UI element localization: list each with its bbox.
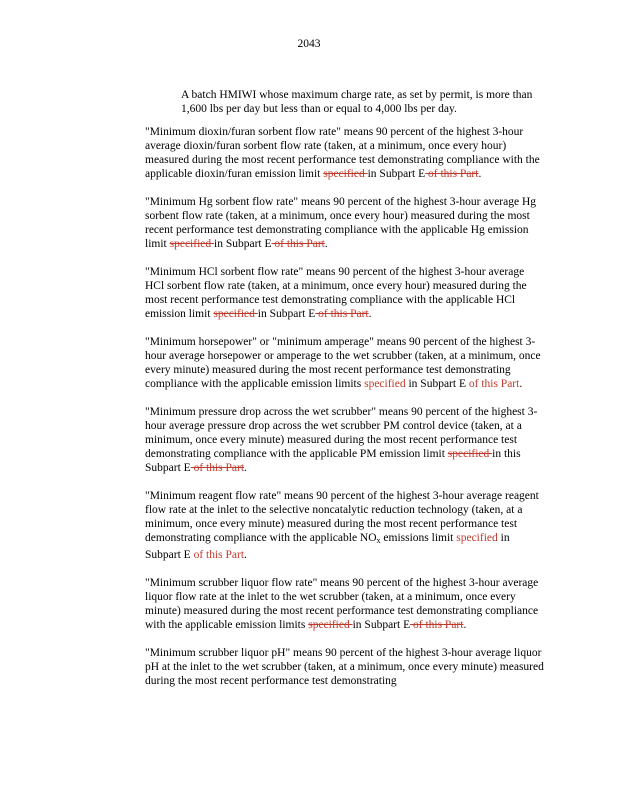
deleted-text: of this Part — [315, 308, 369, 320]
paragraph-text: "Minimum reagent flow rate" means 90 percent of the highest 3-hour average reagent flow rate at the inlet to the selective noncatalytic reduction technology (taken, at a minimum, once every minute) measured during the most recent performance test demonstrating compliance with the applicable NO — [145, 490, 539, 544]
definition-paragraph — [145, 335, 545, 391]
paragraph-text: in Subpart E — [145, 532, 510, 561]
deleted-text: specified — [447, 448, 493, 460]
deleted-text: of this Part — [271, 238, 325, 250]
deleted-text: of this Part — [425, 168, 479, 180]
paragraph-text: in Subpart E — [405, 378, 469, 390]
definition-paragraph — [145, 576, 545, 632]
paragraph-text: "Minimum Hg sorbent flow rate" means 90 percent of the highest 3-hour average Hg sorbent flow rate (taken, at a minimum, once every hour) measured during the most recent performance test demonstrating compliance with the applicable Hg emission limit — [145, 196, 537, 250]
deleted-text: of this Part — [410, 619, 464, 631]
paragraph-text: . — [244, 549, 247, 561]
paragraph-text: in Subpart E — [367, 168, 426, 180]
paragraph-text: . — [463, 619, 467, 631]
paragraph-text: "Minimum scrubber liquor flow rate" means 90 percent of the highest 3-hour average liquor flow rate at the inlet to the wet scrubber (taken, at a minimum, once every minute) measured during the most recent performance test demonstrating compliance with the applicable emission limits — [145, 577, 539, 631]
paragraph-text: . — [244, 462, 247, 474]
page-number: 2043 — [297, 38, 321, 50]
document-body — [145, 125, 545, 702]
paragraph-text: emissions limit — [380, 532, 457, 544]
inserted-text: specified — [364, 378, 406, 390]
deleted-text: specified — [169, 238, 214, 250]
paragraph-text: "Minimum HCl sorbent flow rate" means 90 percent of the highest 3-hour average HCl sorbent flow rate (taken, at a minimum, once every hour) measured during the most recent performance test demonstrating compliance with the applicable HCl emission limit — [145, 266, 527, 320]
definition-paragraph — [145, 195, 545, 251]
definition-paragraph — [145, 125, 545, 181]
definition-paragraph — [145, 489, 545, 562]
paragraph-text: "Minimum dioxin/furan sorbent flow rate" means 90 percent of the highest 3-hour average dioxin/furan sorbent flow rate (taken, at a minimum, once every hour) measured during the most recent performance test demonstrating compliance with the applicable dioxin/furan emission limit — [145, 126, 540, 180]
paragraph-text: in Subpart E — [214, 238, 272, 250]
definition-paragraph — [145, 646, 545, 688]
deleted-text: specified — [213, 308, 258, 320]
paragraph-text: . — [368, 308, 372, 320]
inserted-text: of this Part — [468, 378, 520, 390]
deleted-text: specified — [323, 168, 368, 180]
paragraph-text: in this Subpart E — [145, 448, 521, 474]
paragraph-text: . — [478, 168, 482, 180]
deleted-text: specified — [308, 619, 353, 631]
subscript-text: x — [376, 536, 381, 545]
inserted-text: specified — [456, 532, 498, 544]
paragraph-text: in Subpart E — [352, 619, 411, 631]
deleted-text: of this Part — [190, 462, 245, 474]
indented-paragraph: A batch HMIWI whose maximum charge rate, as set by permit, is more than 1,600 lbs per day but less than or equal to 4,000 lbs per day. — [181, 89, 533, 115]
paragraph-text: "Minimum horsepower" or "minimum amperage" means 90 percent of the highest 3-hour average horsepower or amperage to the wet scrubber (taken, at a minimum, once every minute) measured during the most recent performance test demonstrating compliance with the applicable emission limits — [145, 336, 541, 390]
definition-paragraph — [145, 405, 545, 475]
paragraph-text: "Minimum scrubber liquor pH" means 90 percent of the highest 3-hour average liquor pH at the inlet to the wet scrubber (taken, at a minimum, once every minute) measured during the most recent performance test demonstrating — [145, 647, 544, 687]
definition-paragraph — [145, 265, 545, 321]
paragraph-text: . — [324, 238, 328, 250]
paragraph-text: . — [519, 378, 523, 390]
paragraph-text: "Minimum pressure drop across the wet scrubber" means 90 percent of the highest 3-hour average pressure drop across the wet scrubber PM control device (taken, at a minimum, once every minute) measured during the most recent performance test demonstrating compliance with the applicable PM emission limit — [145, 406, 538, 460]
inserted-text: of this Part — [193, 549, 245, 561]
paragraph-text: in Subpart E — [257, 308, 316, 320]
